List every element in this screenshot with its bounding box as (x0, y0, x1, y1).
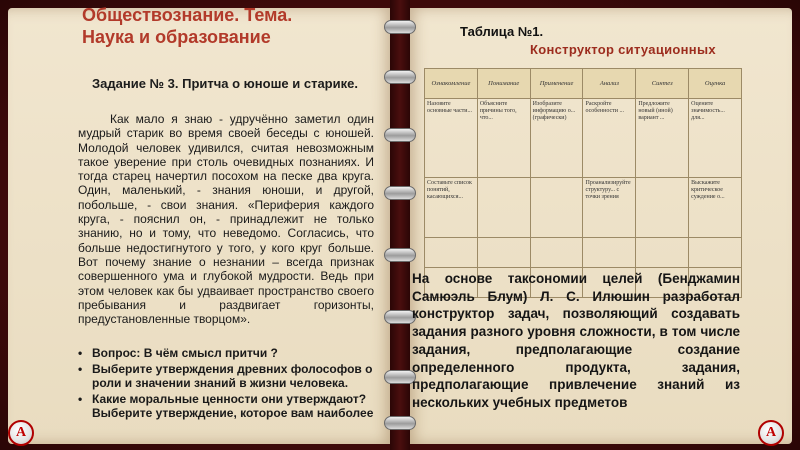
binder-ring (384, 186, 416, 200)
taxonomy-table (424, 68, 742, 298)
table-cell: Назовите основные части... (425, 99, 478, 178)
table-title: Таблица №1. (460, 24, 544, 39)
binder-ring (384, 128, 416, 142)
table-subtitle: Конструктор ситуационных (530, 42, 716, 57)
table-cell (583, 237, 636, 267)
binder-ring (384, 248, 416, 262)
taxonomy-paragraph: На основе таксономии целей (Бенджамин Самюэль Блум) Л. С. Илюшин разработал конструктор задач, позволяющий создавать задания разного уровня сложности, в том числе задания, предполагающие создание определенного продукта, задания, предполагающие привлечение знаний из нескольких учебных предметов (412, 271, 740, 410)
table-cell: Изобразите информацию о... (графически) (530, 99, 583, 178)
table-cell (477, 237, 530, 267)
table-cell (689, 237, 742, 267)
table-cell: Объясните причины того, что... (477, 99, 530, 178)
table-cell (477, 177, 530, 237)
table-cell (636, 177, 689, 237)
table-header-cell: Синтез (636, 69, 689, 99)
nav-corner-right[interactable]: A (758, 420, 784, 446)
table-header-row (425, 69, 742, 99)
table-header-cell: Оценка (689, 69, 742, 99)
parable-text: Как мало я знаю - удручённо заметил один мудрый старик во время своей беседы с юношей. Молодой человек удивился, считая невозможным такое уверение при столь очевидных познаниях. И тогда старец начертил посохом на песке два круга. Один, маленький, - знания юноши, и другой, побольше, - свои знания. «Периферия каждого круга, - пояснил он, - принадлежит не только знанию, но и тому, что неведомо. Согласись, что больше недостигнутого у того, у кого круг больше. Вот почему знание о незнании – всегда признак совершенного ума и глубокой мудрости. Ведь при этом человек как бы удваивает пространство своего пребывания и раздвигает горизонты, предустановленные творцом». (78, 112, 374, 327)
table-header-cell: Понимание (477, 69, 530, 99)
question-item: • Вопрос: В чём смысл притчи ? (78, 346, 374, 360)
table-cell: Оцените значимость... для... (689, 99, 742, 178)
table-cell: Проанализируйте структуру... с точки зрения (583, 177, 636, 237)
nav-corner-left[interactable]: A (8, 420, 34, 446)
table-cell: Выскажите критическое суждение о... (689, 177, 742, 237)
table-cell (636, 237, 689, 267)
table-cell: Составьте список понятий, касающихся... (425, 177, 478, 237)
binder-ring (384, 70, 416, 84)
table-cell (530, 177, 583, 237)
table-header-cell: Анализ (583, 69, 636, 99)
binder-ring (384, 20, 416, 34)
table-cell: Раскройте особенности ... (583, 99, 636, 178)
table-header-cell: Ознакомление (425, 69, 478, 99)
table-row (425, 177, 742, 237)
question-list (78, 346, 374, 422)
question-item: • Какие моральные ценности они утверждают? Выберите утверждение, которое вам наиболее (78, 392, 374, 420)
question-item: • Выберите утверждения древних фолософов о роли и значении знаний в жизни человека. (78, 362, 374, 390)
slide-title: Обществознание. Тема. Наука и образование (82, 5, 293, 47)
table-cell (530, 237, 583, 267)
task-heading: Задание № 3. Притча о юноше и старике. (92, 76, 358, 91)
table-row (425, 99, 742, 178)
table-row (425, 237, 742, 267)
table-cell: Предложите новый (иной) вариант ... (636, 99, 689, 178)
binder-ring (384, 416, 416, 430)
table-header-cell: Применение (530, 69, 583, 99)
table-cell (425, 237, 478, 267)
